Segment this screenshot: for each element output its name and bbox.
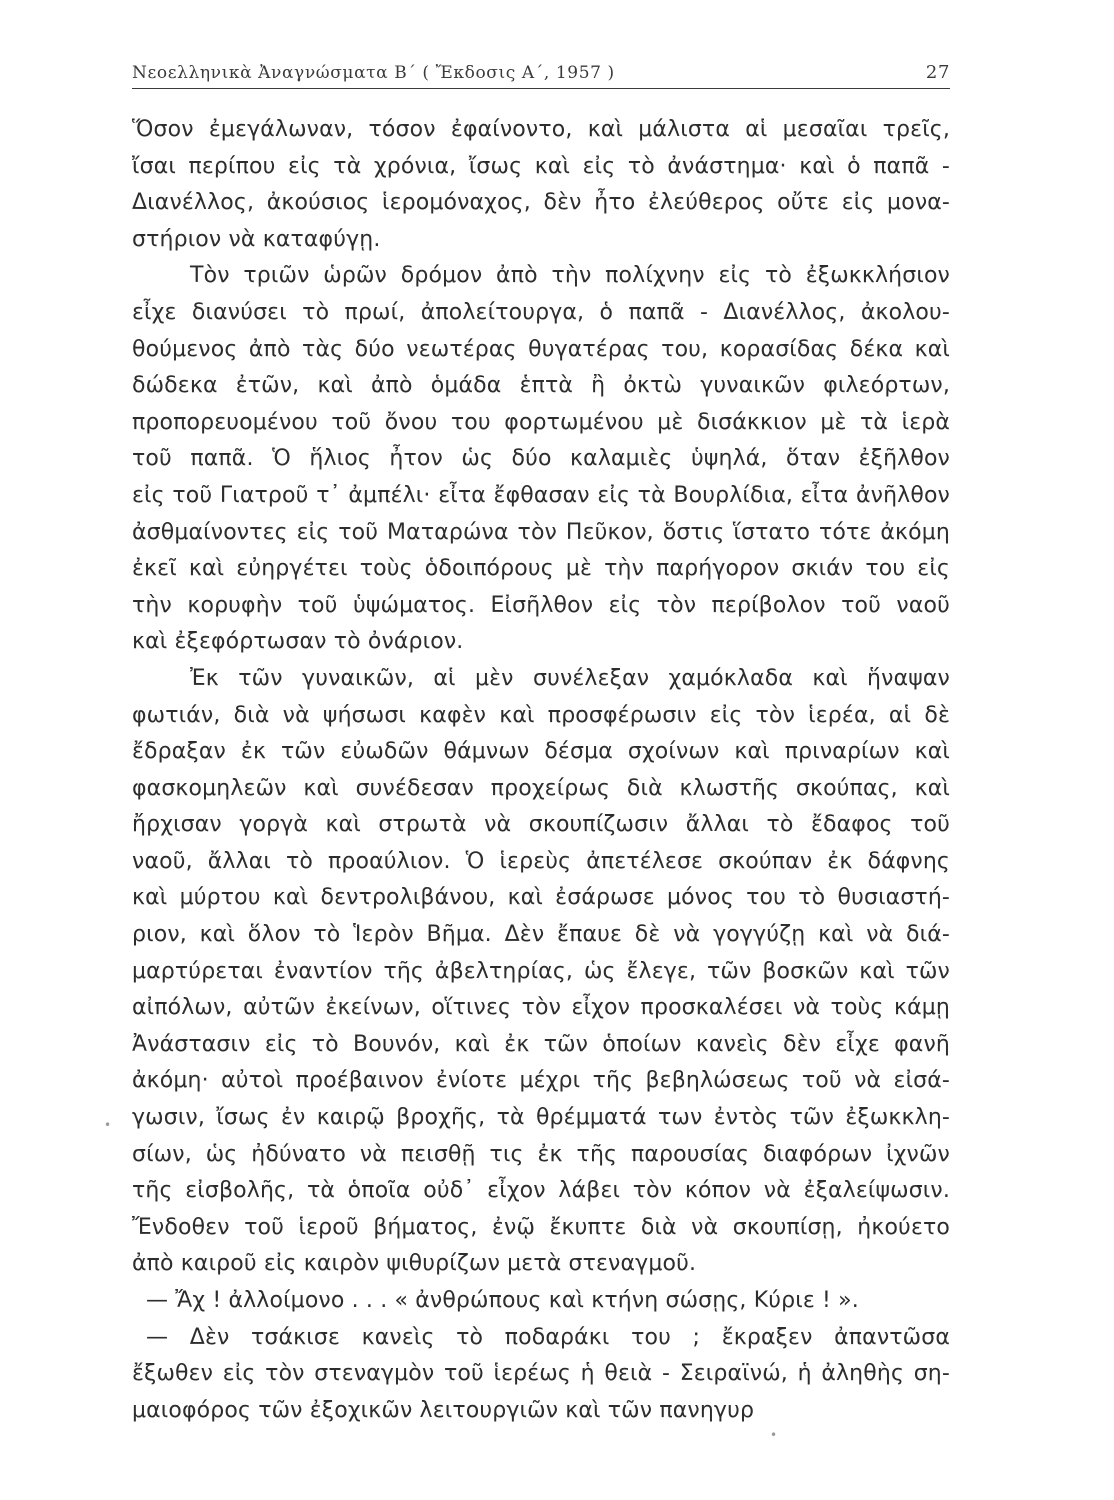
text-line: τὴν κορυφὴν τοῦ ὑψώματος. Εἰσῆλθον εἰς τὸν περίβολον τοῦ ναοῦ [132, 592, 950, 618]
dialogue-line: — Ἄχ ! ἀλλοίμονο . . . « ἀνθρώπους καὶ κτήνη σώσῃς, Κύριε ! ». [146, 1288, 859, 1313]
text-line: τῆς εἰσβολῆς, τὰ ὁποῖα οὐδ᾿ εἶχον λάβει τὸν κόπον νὰ ἐξαλείψωσιν. [132, 1178, 950, 1204]
text-line: ἀπὸ καιροῦ εἰς καιρὸν ψιθυρίζων μετὰ στεναγμοῦ. [132, 1251, 697, 1277]
text-line: γωσιν, ἴσως ἐν καιρῷ βροχῆς, τὰ θρέμματά των ἐντὸς τῶν ἐξωκκλη- [132, 1105, 950, 1131]
paragraph-start: Τὸν τριῶν ὡρῶν δρόμον ἀπὸ τὴν πολίχνην εἰς τὸ ἐξωκκλήσιον [190, 263, 950, 289]
text-line: ναοῦ, ἄλλαι τὸ προαύλιον. Ὁ ἱερεὺς ἀπετέλεσε σκούπαν ἐκ δάφνης [132, 848, 950, 874]
text-line: εἶχε διανύσει τὸ πρωί, ἀπολείτουργα, ὁ παπᾶ - Διανέλλος, ἀκολου- [132, 299, 950, 325]
text-line: σίων, ὡς ἠδύνατο νὰ πεισθῇ τις ἐκ τῆς παρουσίας διαφόρων ἰχνῶν [132, 1141, 950, 1167]
text-line: θούμενος ἀπὸ τὰς δύο νεωτέρας θυγατέρας του, κορασίδας δέκα καὶ [132, 336, 950, 362]
text-line: δώδεκα ἐτῶν, καὶ ἀπὸ ὁμάδα ἑπτὰ ἢ ὀκτὼ γυναικῶν φιλεόρτων, [132, 373, 950, 399]
text-line: Διανέλλος, ἀκούσιος ἱερομόναχος, δὲν ἦτο ἐλεύθερος οὔτε εἰς μονα- [132, 190, 950, 216]
text-line: εἰς τοῦ Γιατροῦ τ᾿ ἀμπέλι· εἶτα ἔφθασαν εἰς τὰ Βουρλίδια, εἶτα ἀνῆλθον [132, 482, 950, 508]
text-line: ἀκόμη· αὐτοὶ προέβαινον ἐνίοτε μέχρι τῆς βεβηλώσεως τοῦ νὰ εἰσά- [132, 1068, 950, 1094]
text-line: ἴσαι περίπου εἰς τὰ χρόνια, ἴσως καὶ εἰς τὸ ἀνάστημα· καὶ ὁ παπᾶ - [132, 153, 950, 179]
book-title: Νεοελληνικὰ Ἀναγνώσματα Β΄ ( Ἔκδοσις Α΄, 1957 ) [132, 63, 615, 83]
text-line: καὶ μύρτου καὶ δεντρολιβάνου, καὶ ἐσάρωσε μόνος του τὸ θυσιαστή- [132, 885, 950, 911]
text-line: ριον, καὶ ὅλον τὸ Ἱερὸν Βῆμα. Δὲν ἔπαυε δὲ νὰ γογγύζῃ καὶ νὰ διά- [132, 922, 950, 948]
text-line: ἤρχισαν γοργὰ καὶ στρωτὰ νὰ σκουπίζωσιν ἄλλαι τὸ ἔδαφος τοῦ [132, 812, 950, 838]
text-line: Ἔνδοθεν τοῦ ἱεροῦ βήματος, ἐνῷ ἔκυπτε διὰ νὰ σκουπίσῃ, ἠκούετο [132, 1214, 950, 1240]
text-line: προπορευομένου τοῦ ὄνου του φορτωμένου μὲ δισάκκιον μὲ τὰ ἱερὰ [132, 409, 950, 435]
text-line: φωτιάν, διὰ νὰ ψήσωσι καφὲν καὶ προσφέρωσιν εἰς τὸν ἱερέα, αἱ δὲ [132, 702, 950, 728]
scan-speck: • [770, 1428, 778, 1442]
text-line: καὶ ἐξεφόρτωσαν τὸ ὀνάριον. [132, 629, 464, 655]
running-header [132, 62, 950, 89]
text-line: ἔξωθεν εἰς τὸν στεναγμὸν τοῦ ἱερέως ἡ θειὰ - Σειραϊνώ, ἡ ἀληθὴς ση- [132, 1361, 950, 1387]
text-line: ἀσθμαίνοντες εἰς τοῦ Ματαρώνα τὸν Πεῦκον, ὅστις ἵστατο τότε ἀκόμη [132, 519, 950, 545]
dialogue-line: — Δὲν τσάκισε κανεὶς τὸ ποδαράκι του ; ἔκραξεν ἀπαντῶσα [146, 1324, 950, 1350]
text-line: μαιοφόρος τῶν ἐξοχικῶν λειτουργιῶν καὶ τῶν πανηγυρ [132, 1397, 755, 1423]
body-text [132, 112, 950, 1429]
page-number: 27 [925, 62, 950, 83]
text-line: Ἀνάστασιν εἰς τὸ Βουνόν, καὶ ἐκ τῶν ὁποίων κανεὶς δὲν εἶχε φανῆ [132, 1031, 950, 1057]
scan-speck: • [104, 1118, 112, 1132]
text-line: φασκομηλεῶν καὶ συνέδεσαν προχείρως διὰ κλωστῆς σκούπας, καὶ [132, 775, 950, 801]
paragraph-start: Ἐκ τῶν γυναικῶν, αἱ μὲν συνέλεξαν χαμόκλαδα καὶ ἥναψαν [190, 665, 950, 691]
text-line: Ὅσον ἐμεγάλωναν, τόσον ἐφαίνοντο, καὶ μάλιστα αἱ μεσαῖαι τρεῖς, [132, 117, 950, 142]
book-page [132, 62, 950, 1429]
text-line: τοῦ παπᾶ. Ὁ ἥλιος ἦτον ὡς δύο καλαμιὲς ὑψηλά, ὅταν ἐξῆλθον [132, 446, 950, 472]
text-line: ἔδραξαν ἐκ τῶν εὐωδῶν θάμνων δέσμα σχοίνων καὶ πριναρίων καὶ [132, 739, 950, 765]
text-line: μαρτύρεται ἐναντίον τῆς ἀβελτηρίας, ὡς ἔλεγε, τῶν βοσκῶν καὶ τῶν [132, 958, 950, 984]
text-line: στήριον νὰ καταφύγῃ. [132, 226, 381, 252]
text-line: ἐκεῖ καὶ εὐηργέτει τοὺς ὁδοιπόρους μὲ τὴν παρήγορον σκιάν του εἰς [132, 556, 950, 582]
text-line: αἰπόλων, αὐτῶν ἐκείνων, οἵτινες τὸν εἶχον προσκαλέσει νὰ τοὺς κάμῃ [132, 995, 950, 1021]
